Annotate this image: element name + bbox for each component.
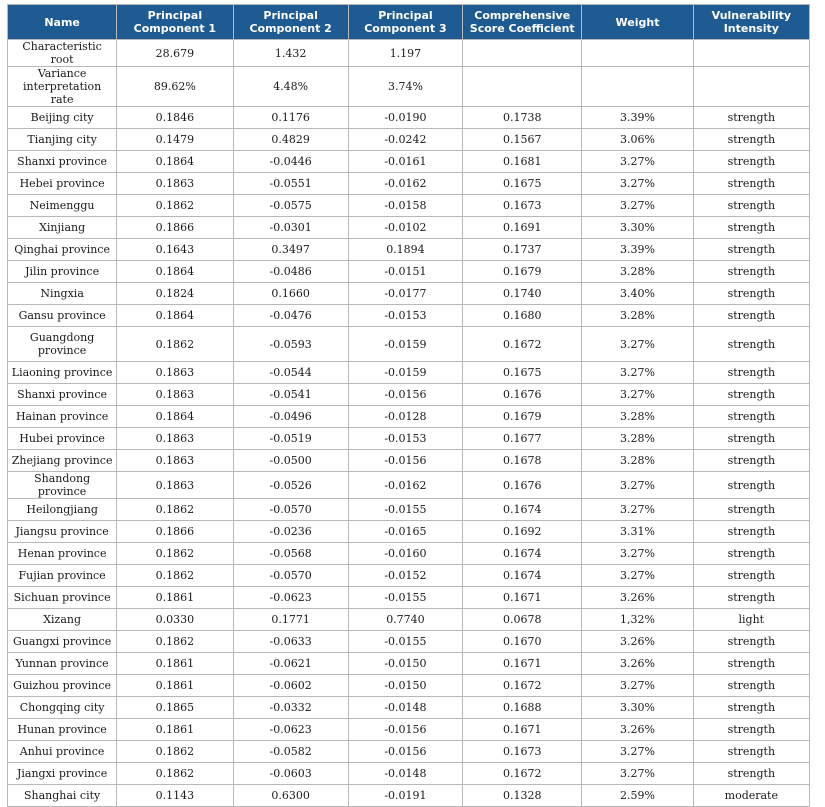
- pc3-cell: -0.0150: [348, 675, 462, 697]
- pc3-cell: 0.7740: [348, 609, 462, 631]
- table-row: [8, 631, 810, 653]
- header-cell-pc2: Principal Component 2: [233, 5, 348, 40]
- weight-cell: 3.27%: [582, 362, 693, 384]
- table-row: [8, 763, 810, 785]
- pc3-cell: -0.0148: [348, 697, 462, 719]
- pc2-cell: -0.0476: [233, 305, 348, 327]
- score-cell: 0.1675: [463, 173, 582, 195]
- weight-cell: 3.28%: [582, 450, 693, 472]
- pc3-cell: -0.0242: [348, 129, 462, 151]
- weight-cell: 3.27%: [582, 565, 693, 587]
- weight-cell: 3.26%: [582, 653, 693, 675]
- weight-cell: 3.31%: [582, 521, 693, 543]
- weight-cell: [582, 40, 693, 67]
- weight-cell: 3.27%: [582, 151, 693, 173]
- score-cell: 0.1679: [463, 406, 582, 428]
- score-cell: [463, 67, 582, 107]
- name-cell: Guangdong province: [8, 327, 117, 362]
- table-row: [8, 327, 810, 362]
- name-cell: Gansu province: [8, 305, 117, 327]
- table-row: [8, 719, 810, 741]
- weight-cell: 3.27%: [582, 675, 693, 697]
- pc2-cell: -0.0582: [233, 741, 348, 763]
- intensity-cell: [693, 40, 809, 67]
- pc2-cell: 0.4829: [233, 129, 348, 151]
- pc1-cell: 0.1862: [117, 631, 233, 653]
- pc1-cell: 0.1643: [117, 239, 233, 261]
- pc1-cell: 0.1863: [117, 384, 233, 406]
- pc2-cell: -0.0236: [233, 521, 348, 543]
- name-cell: Hunan province: [8, 719, 117, 741]
- name-cell: Beijing city: [8, 107, 117, 129]
- pc3-cell: -0.0159: [348, 362, 462, 384]
- intensity-cell: strength: [693, 653, 809, 675]
- pc1-cell: 0.1865: [117, 697, 233, 719]
- score-cell: 0.1671: [463, 653, 582, 675]
- pc3-cell: -0.0128: [348, 406, 462, 428]
- pc3-cell: -0.0150: [348, 653, 462, 675]
- pc2-cell: 0.1771: [233, 609, 348, 631]
- table-row: [8, 107, 810, 129]
- weight-cell: 1,32%: [582, 609, 693, 631]
- pc2-cell: -0.0500: [233, 450, 348, 472]
- table-row: [8, 565, 810, 587]
- pc2-cell: -0.0519: [233, 428, 348, 450]
- weight-cell: 3.30%: [582, 217, 693, 239]
- pc2-cell: -0.0621: [233, 653, 348, 675]
- score-cell: 0.1688: [463, 697, 582, 719]
- intensity-cell: strength: [693, 521, 809, 543]
- name-cell: Liaoning province: [8, 362, 117, 384]
- table-row: [8, 428, 810, 450]
- name-cell: Guizhou province: [8, 675, 117, 697]
- pc1-cell: 0.1866: [117, 217, 233, 239]
- intensity-cell: strength: [693, 631, 809, 653]
- score-cell: 0.1737: [463, 239, 582, 261]
- table-row: [8, 785, 810, 807]
- score-cell: 0.1678: [463, 450, 582, 472]
- table-row: [8, 67, 810, 107]
- weight-cell: 3.27%: [582, 384, 693, 406]
- name-cell: Sichuan province: [8, 587, 117, 609]
- table-row: [8, 173, 810, 195]
- table-row: [8, 450, 810, 472]
- pc2-cell: -0.0446: [233, 151, 348, 173]
- pc2-cell: -0.0570: [233, 499, 348, 521]
- pc2-cell: -0.0623: [233, 719, 348, 741]
- pc1-cell: 0.1863: [117, 428, 233, 450]
- header-cell-pc1: Principal Component 1: [117, 5, 233, 40]
- score-cell: 0.1679: [463, 261, 582, 283]
- name-cell: Variance interpretation rate: [8, 67, 117, 107]
- weight-cell: 3.27%: [582, 173, 693, 195]
- score-cell: 0.1680: [463, 305, 582, 327]
- table-row: [8, 543, 810, 565]
- score-cell: 0.1674: [463, 565, 582, 587]
- intensity-cell: moderate: [693, 785, 809, 807]
- pc3-cell: -0.0162: [348, 472, 462, 499]
- weight-cell: 3.26%: [582, 719, 693, 741]
- name-cell: Hebei province: [8, 173, 117, 195]
- pc1-cell: 0.1863: [117, 450, 233, 472]
- pc1-cell: 0.1861: [117, 653, 233, 675]
- name-cell: Hainan province: [8, 406, 117, 428]
- pc1-cell: 0.1862: [117, 763, 233, 785]
- pc1-cell: 0.1862: [117, 499, 233, 521]
- table-row: [8, 261, 810, 283]
- intensity-cell: strength: [693, 195, 809, 217]
- table-row: [8, 653, 810, 675]
- score-cell: 0.1567: [463, 129, 582, 151]
- score-cell: 0.1691: [463, 217, 582, 239]
- table-row: [8, 195, 810, 217]
- name-cell: Shanxi province: [8, 384, 117, 406]
- pc3-cell: -0.0152: [348, 565, 462, 587]
- name-cell: Yunnan province: [8, 653, 117, 675]
- pc3-cell: -0.0159: [348, 327, 462, 362]
- intensity-cell: strength: [693, 384, 809, 406]
- header-row: [8, 5, 810, 40]
- pc2-cell: -0.0541: [233, 384, 348, 406]
- pc3-cell: -0.0153: [348, 428, 462, 450]
- weight-cell: 3.30%: [582, 697, 693, 719]
- intensity-cell: strength: [693, 472, 809, 499]
- pc3-cell: -0.0161: [348, 151, 462, 173]
- pc1-cell: 0.1846: [117, 107, 233, 129]
- pc3-cell: 3.74%: [348, 67, 462, 107]
- weight-cell: 2.59%: [582, 785, 693, 807]
- weight-cell: 3.27%: [582, 195, 693, 217]
- intensity-cell: strength: [693, 697, 809, 719]
- pc1-cell: 0.1861: [117, 587, 233, 609]
- pc1-cell: 0.1143: [117, 785, 233, 807]
- score-cell: 0.1692: [463, 521, 582, 543]
- table-row: [8, 151, 810, 173]
- pc3-cell: -0.0160: [348, 543, 462, 565]
- pc3-cell: -0.0191: [348, 785, 462, 807]
- pc3-cell: 0.1894: [348, 239, 462, 261]
- name-cell: Tianjing city: [8, 129, 117, 151]
- weight-cell: 3.40%: [582, 283, 693, 305]
- weight-cell: 3.28%: [582, 406, 693, 428]
- intensity-cell: [693, 67, 809, 107]
- pc1-cell: 0.1863: [117, 472, 233, 499]
- intensity-cell: strength: [693, 587, 809, 609]
- pc2-cell: -0.0603: [233, 763, 348, 785]
- pc2-cell: -0.0551: [233, 173, 348, 195]
- name-cell: Shandong province: [8, 472, 117, 499]
- pc1-cell: 0.1866: [117, 521, 233, 543]
- table-row: [8, 609, 810, 631]
- table-row: [8, 362, 810, 384]
- pc1-cell: 0.1862: [117, 195, 233, 217]
- name-cell: Ningxia: [8, 283, 117, 305]
- pc2-cell: -0.0496: [233, 406, 348, 428]
- pc3-cell: -0.0156: [348, 719, 462, 741]
- pc2-cell: 0.1176: [233, 107, 348, 129]
- score-cell: 0.0678: [463, 609, 582, 631]
- table-row: [8, 129, 810, 151]
- weight-cell: 3.27%: [582, 472, 693, 499]
- pc2-cell: -0.0526: [233, 472, 348, 499]
- score-cell: 0.1740: [463, 283, 582, 305]
- pc3-cell: 1.197: [348, 40, 462, 67]
- table-row: [8, 472, 810, 499]
- name-cell: Anhui province: [8, 741, 117, 763]
- intensity-cell: strength: [693, 129, 809, 151]
- pc1-cell: 28.679: [117, 40, 233, 67]
- name-cell: Qinghai province: [8, 239, 117, 261]
- name-cell: Xinjiang: [8, 217, 117, 239]
- pc3-cell: -0.0102: [348, 217, 462, 239]
- weight-cell: 3.39%: [582, 107, 693, 129]
- pc1-cell: 0.1861: [117, 675, 233, 697]
- name-cell: Shanghai city: [8, 785, 117, 807]
- intensity-cell: strength: [693, 763, 809, 785]
- intensity-cell: strength: [693, 741, 809, 763]
- pc3-cell: -0.0177: [348, 283, 462, 305]
- pc2-cell: -0.0568: [233, 543, 348, 565]
- name-cell: Jiangxi province: [8, 763, 117, 785]
- intensity-cell: light: [693, 609, 809, 631]
- header-cell-weight: Weight: [582, 5, 693, 40]
- weight-cell: 3.27%: [582, 741, 693, 763]
- pc2-cell: -0.0332: [233, 697, 348, 719]
- intensity-cell: strength: [693, 239, 809, 261]
- table-row: [8, 697, 810, 719]
- table-row: [8, 499, 810, 521]
- table-row: [8, 283, 810, 305]
- pc3-cell: -0.0153: [348, 305, 462, 327]
- header-cell-name: Name: [8, 5, 117, 40]
- name-cell: Hubei province: [8, 428, 117, 450]
- weight-cell: 3.27%: [582, 327, 693, 362]
- score-cell: 0.1672: [463, 327, 582, 362]
- pc2-cell: 0.1660: [233, 283, 348, 305]
- score-cell: 0.1677: [463, 428, 582, 450]
- pc1-cell: 0.1864: [117, 261, 233, 283]
- name-cell: Neimenggu: [8, 195, 117, 217]
- name-cell: Henan province: [8, 543, 117, 565]
- intensity-cell: strength: [693, 428, 809, 450]
- weight-cell: 3.27%: [582, 543, 693, 565]
- pc2-cell: 1.432: [233, 40, 348, 67]
- pc3-cell: -0.0151: [348, 261, 462, 283]
- table-row: [8, 587, 810, 609]
- table-body: [8, 40, 810, 807]
- pc1-cell: 0.1862: [117, 327, 233, 362]
- score-cell: 0.1671: [463, 719, 582, 741]
- score-cell: 0.1675: [463, 362, 582, 384]
- header-cell-pc3: Principal Component 3: [348, 5, 462, 40]
- pc1-cell: 0.1863: [117, 362, 233, 384]
- table-row: [8, 239, 810, 261]
- score-cell: 0.1676: [463, 384, 582, 406]
- name-cell: Fujian province: [8, 565, 117, 587]
- weight-cell: 3.28%: [582, 261, 693, 283]
- pc1-cell: 0.1824: [117, 283, 233, 305]
- pc1-cell: 0.1864: [117, 406, 233, 428]
- score-cell: 0.1672: [463, 675, 582, 697]
- header-cell-intensity: Vulnerability Intensity: [693, 5, 809, 40]
- score-cell: 0.1671: [463, 587, 582, 609]
- pc3-cell: -0.0156: [348, 450, 462, 472]
- table-row: [8, 675, 810, 697]
- score-cell: [463, 40, 582, 67]
- pc2-cell: -0.0593: [233, 327, 348, 362]
- name-cell: Xizang: [8, 609, 117, 631]
- name-cell: Guangxi province: [8, 631, 117, 653]
- score-cell: 0.1673: [463, 195, 582, 217]
- pc2-cell: -0.0486: [233, 261, 348, 283]
- intensity-cell: strength: [693, 327, 809, 362]
- score-cell: 0.1676: [463, 472, 582, 499]
- table-row: [8, 741, 810, 763]
- name-cell: Characteristic root: [8, 40, 117, 67]
- pc2-cell: 0.6300: [233, 785, 348, 807]
- weight-cell: 3.27%: [582, 763, 693, 785]
- pc3-cell: -0.0162: [348, 173, 462, 195]
- score-cell: 0.1328: [463, 785, 582, 807]
- intensity-cell: strength: [693, 151, 809, 173]
- pc3-cell: -0.0156: [348, 384, 462, 406]
- pc3-cell: -0.0190: [348, 107, 462, 129]
- pc2-cell: -0.0544: [233, 362, 348, 384]
- pc2-cell: -0.0633: [233, 631, 348, 653]
- intensity-cell: strength: [693, 565, 809, 587]
- weight-cell: 3.28%: [582, 305, 693, 327]
- table-row: [8, 40, 810, 67]
- pc3-cell: -0.0158: [348, 195, 462, 217]
- score-cell: 0.1738: [463, 107, 582, 129]
- pc1-cell: 0.1861: [117, 719, 233, 741]
- table-row: [8, 406, 810, 428]
- pc2-cell: -0.0575: [233, 195, 348, 217]
- pc2-cell: -0.0602: [233, 675, 348, 697]
- intensity-cell: strength: [693, 261, 809, 283]
- pc1-cell: 0.1862: [117, 543, 233, 565]
- weight-cell: 3.27%: [582, 499, 693, 521]
- score-cell: 0.1681: [463, 151, 582, 173]
- header-cell-score: Comprehensive Score Coefficient: [463, 5, 582, 40]
- pc1-cell: 0.1479: [117, 129, 233, 151]
- table-row: [8, 384, 810, 406]
- pc2-cell: -0.0570: [233, 565, 348, 587]
- pc2-cell: 0.3497: [233, 239, 348, 261]
- score-cell: 0.1672: [463, 763, 582, 785]
- name-cell: Jilin province: [8, 261, 117, 283]
- pc3-cell: -0.0148: [348, 763, 462, 785]
- score-cell: 0.1674: [463, 499, 582, 521]
- pc3-cell: -0.0155: [348, 631, 462, 653]
- pc2-cell: 4.48%: [233, 67, 348, 107]
- pc3-cell: -0.0155: [348, 587, 462, 609]
- weight-cell: 3.39%: [582, 239, 693, 261]
- vulnerability-table: [7, 4, 810, 807]
- score-cell: 0.1670: [463, 631, 582, 653]
- pc2-cell: -0.0301: [233, 217, 348, 239]
- intensity-cell: strength: [693, 283, 809, 305]
- pc3-cell: -0.0156: [348, 741, 462, 763]
- intensity-cell: strength: [693, 406, 809, 428]
- weight-cell: [582, 67, 693, 107]
- name-cell: Jiangsu province: [8, 521, 117, 543]
- intensity-cell: strength: [693, 305, 809, 327]
- name-cell: Shanxi province: [8, 151, 117, 173]
- intensity-cell: strength: [693, 173, 809, 195]
- pc1-cell: 0.1864: [117, 151, 233, 173]
- table-row: [8, 521, 810, 543]
- pc1-cell: 0.1862: [117, 565, 233, 587]
- pc3-cell: -0.0155: [348, 499, 462, 521]
- pc1-cell: 0.0330: [117, 609, 233, 631]
- pc2-cell: -0.0623: [233, 587, 348, 609]
- table-row: [8, 217, 810, 239]
- intensity-cell: strength: [693, 107, 809, 129]
- weight-cell: 3.06%: [582, 129, 693, 151]
- weight-cell: 3.28%: [582, 428, 693, 450]
- name-cell: Zhejiang province: [8, 450, 117, 472]
- pc3-cell: -0.0165: [348, 521, 462, 543]
- intensity-cell: strength: [693, 450, 809, 472]
- weight-cell: 3.26%: [582, 587, 693, 609]
- pc1-cell: 0.1864: [117, 305, 233, 327]
- intensity-cell: strength: [693, 543, 809, 565]
- score-cell: 0.1673: [463, 741, 582, 763]
- weight-cell: 3.26%: [582, 631, 693, 653]
- intensity-cell: strength: [693, 719, 809, 741]
- intensity-cell: strength: [693, 217, 809, 239]
- table-row: [8, 305, 810, 327]
- intensity-cell: strength: [693, 499, 809, 521]
- score-cell: 0.1674: [463, 543, 582, 565]
- intensity-cell: strength: [693, 675, 809, 697]
- pc1-cell: 0.1863: [117, 173, 233, 195]
- name-cell: Heilongjiang: [8, 499, 117, 521]
- pc1-cell: 89.62%: [117, 67, 233, 107]
- name-cell: Chongqing city: [8, 697, 117, 719]
- intensity-cell: strength: [693, 362, 809, 384]
- pc1-cell: 0.1862: [117, 741, 233, 763]
